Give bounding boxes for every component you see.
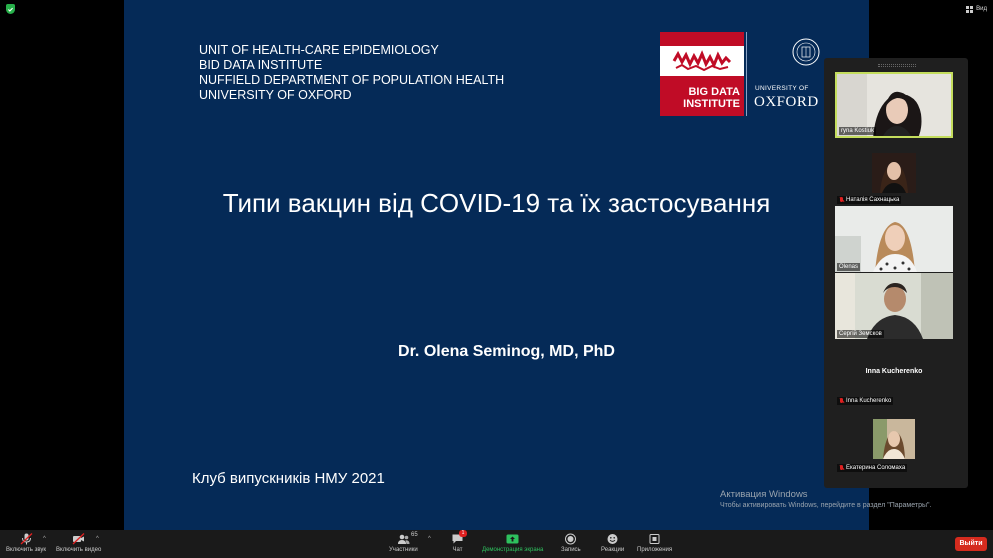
participant-tile[interactable] — [835, 407, 953, 473]
video-options-caret[interactable]: ^ — [96, 536, 99, 542]
view-button-label: Вид — [976, 6, 987, 12]
unit-header — [199, 43, 504, 103]
participant-tile[interactable] — [835, 72, 953, 138]
participant-tile[interactable] — [835, 139, 953, 205]
windows-activation-watermark — [720, 489, 931, 509]
chat-label: Чат — [452, 547, 463, 553]
participant-name: ryna Kostiuk — [841, 128, 875, 134]
meeting-toolbar — [0, 530, 993, 558]
participant-name: Екатерина Соломаха — [837, 464, 907, 472]
activation-subtitle: Чтобы активировать Windows, перейдите в раздел "Параметры". — [720, 502, 932, 509]
view-button[interactable] — [966, 4, 987, 14]
big-data-institute-logo — [660, 32, 744, 116]
record-label: Запись — [561, 547, 581, 553]
share-screen-button[interactable] — [482, 533, 543, 553]
apps-label: Приложения — [637, 547, 673, 553]
unmute-label: Включить звук — [6, 547, 47, 553]
record-icon — [564, 533, 577, 545]
mic-off-icon — [20, 533, 33, 545]
slide-title: Типи вакцин від COVID-19 та їх застосування — [222, 188, 771, 218]
participant-avatar — [873, 419, 915, 459]
mic-muted-icon — [839, 197, 844, 203]
share-screen-icon — [506, 533, 519, 545]
mic-muted-icon — [839, 465, 844, 471]
activation-title: Активация Windows — [720, 489, 808, 500]
participants-count: 65 — [411, 532, 418, 538]
start-video-label: Включить видео — [56, 547, 102, 553]
participant-video-panel — [824, 58, 968, 488]
participant-tile[interactable] — [835, 206, 953, 272]
slide-author: Dr. Olena Seminog, MD, PhD — [398, 343, 615, 360]
unmute-button[interactable] — [6, 533, 46, 553]
participant-name: Сергій Земсков — [839, 331, 882, 337]
panel-drag-handle[interactable] — [878, 64, 916, 67]
participant-name: Наталія Сахнацька — [837, 196, 901, 204]
participant-center-name: Inna Kucherenko — [865, 368, 923, 375]
reactions-label: Реакции — [601, 547, 625, 553]
smiley-icon — [606, 533, 619, 545]
video-off-icon — [72, 533, 85, 545]
security-shield-icon[interactable] — [6, 4, 15, 14]
oxford-logo-top: UNIVERSITY OF — [755, 85, 809, 92]
unit-line: UNIT OF HEALTH-CARE EPIDEMIOLOGY — [199, 43, 439, 57]
grid-view-icon — [966, 6, 973, 13]
bdi-logo-line: BIG DATA — [688, 86, 740, 98]
apps-button[interactable] — [637, 533, 672, 553]
unit-line: BID DATA INSTITUTE — [199, 58, 323, 72]
oxford-crest-icon — [791, 36, 821, 70]
oxford-logo-bottom: OXFORD — [754, 94, 819, 110]
slide-footer: Клуб випускників НМУ 2021 — [192, 470, 385, 487]
participant-name: Olenas — [839, 264, 859, 270]
mic-muted-icon — [839, 398, 844, 404]
participant-name: Inna Kucherenko — [837, 397, 893, 405]
participants-label: Участники — [389, 547, 418, 553]
participants-options-caret[interactable]: ^ — [428, 536, 431, 542]
oxford-logo — [746, 32, 831, 116]
participants-icon — [397, 533, 410, 545]
apps-icon — [648, 533, 661, 545]
unit-line: UNIVERSITY OF OXFORD — [199, 88, 352, 102]
bdi-logo-graphic — [660, 46, 744, 76]
participant-tile[interactable] — [835, 273, 953, 339]
participant-avatar — [872, 153, 916, 193]
chat-unread-badge: 1 — [459, 530, 467, 537]
bdi-logo-line: INSTITUTE — [683, 98, 740, 110]
share-screen-label: Демонстрация экрана — [482, 547, 544, 553]
record-button[interactable] — [561, 533, 581, 553]
unit-line: NUFFIELD DEPARTMENT OF POPULATION HEALTH — [199, 73, 505, 87]
audio-options-caret[interactable]: ^ — [43, 536, 46, 542]
leave-meeting-button[interactable]: Выйти — [955, 537, 987, 551]
reactions-button[interactable] — [601, 533, 624, 553]
participant-tile[interactable] — [835, 340, 953, 406]
start-video-button[interactable] — [56, 533, 101, 553]
